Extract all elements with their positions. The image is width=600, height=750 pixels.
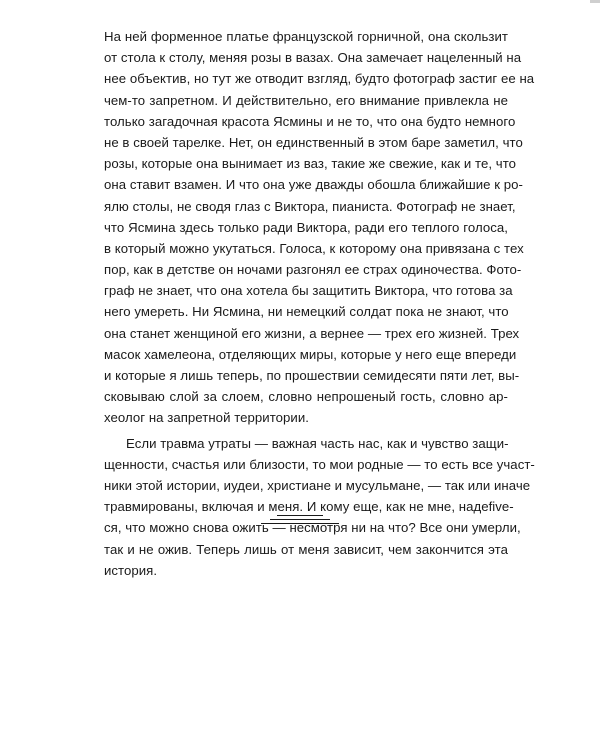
text-line: чем-то запретном. И действительно, его внимание привлекла не <box>104 92 508 108</box>
text-line: масок хамелеона, отделяющих миры, которые у него еще впереди <box>104 346 517 362</box>
text-line: пор, как в детстве он ночами разгонял ее страх одиночества. Фото- <box>104 262 522 278</box>
text-line: так и не ожив. Теперь лишь от меня зависит, чем закончится эта <box>104 541 508 557</box>
text-line: розы, которые она вынимает из ваз, такие же свежие, как и те, что <box>104 156 517 172</box>
text-line: хеолог на запретной территории. <box>104 410 309 426</box>
divider-rule <box>277 515 323 516</box>
text-line: в который можно укутаться. Голоса, к которому она привязана с тех <box>104 240 524 256</box>
text-line: она ставит взамен. И что она уже дважды обошла ближайшие к ро- <box>104 177 523 193</box>
text-line: только загадочная красота Ясмины и не то, что она будто немного <box>104 113 516 129</box>
page-corner-mark <box>590 0 600 3</box>
text-line: него умереть. Ни Ясмина, ни немецкий солдат пока не знают, что <box>104 304 509 320</box>
text-line: щенности, счастья или близости, то мои родные — то есть все участ- <box>104 456 535 472</box>
book-page-text <box>104 26 535 581</box>
text-line: граф не знает, что она хотела бы защитить Виктора, что готова за <box>104 283 513 299</box>
paragraph-1 <box>104 26 535 429</box>
text-line: травмированы, включая и меня. И кому еще, как не мне, надеfive- <box>104 499 514 515</box>
divider-rule <box>270 519 330 520</box>
text-line: нее объектив, но тут же отводит взгляд, будто фотограф застиг ее на <box>104 71 535 87</box>
text-line: Если травма утраты — важная часть нас, как и чувство защи- <box>126 435 509 451</box>
section-divider <box>261 513 339 527</box>
divider-rule <box>261 523 339 524</box>
text-line: от стола к столу, меняя розы в вазах. Она замечает нацеленный на <box>104 50 522 66</box>
text-line: ялю столы, не сводя глаз с Виктора, пианиста. Фотограф не знает, <box>104 198 516 214</box>
text-line: На ней форменное платье французской горничной, она скользит <box>104 29 508 44</box>
paragraph-2 <box>104 433 535 581</box>
text-line: она станет женщиной его жизни, а вернее — трех его жизней. Трех <box>104 325 520 341</box>
text-line: и которые я лишь теперь, по прошествии семидесяти пяти лет, вы- <box>104 368 520 383</box>
text-line: сковываю слой за слоем, словно непрошеный гость, словно ар- <box>104 389 508 405</box>
text-line: не в своей тарелке. Нет, он единственный в этом баре заметил, что <box>104 134 523 150</box>
text-line: ники этой истории, иудеи, христиане и мусульмане, — так или иначе <box>104 477 531 493</box>
text-line: история. <box>104 562 158 578</box>
text-line: ся, что можно снова ожить — несмотря ни на что? Все они умерли, <box>104 520 521 536</box>
text-line: что Ясмина здесь только ради Виктора, ради его теплого голоса, <box>104 219 508 235</box>
